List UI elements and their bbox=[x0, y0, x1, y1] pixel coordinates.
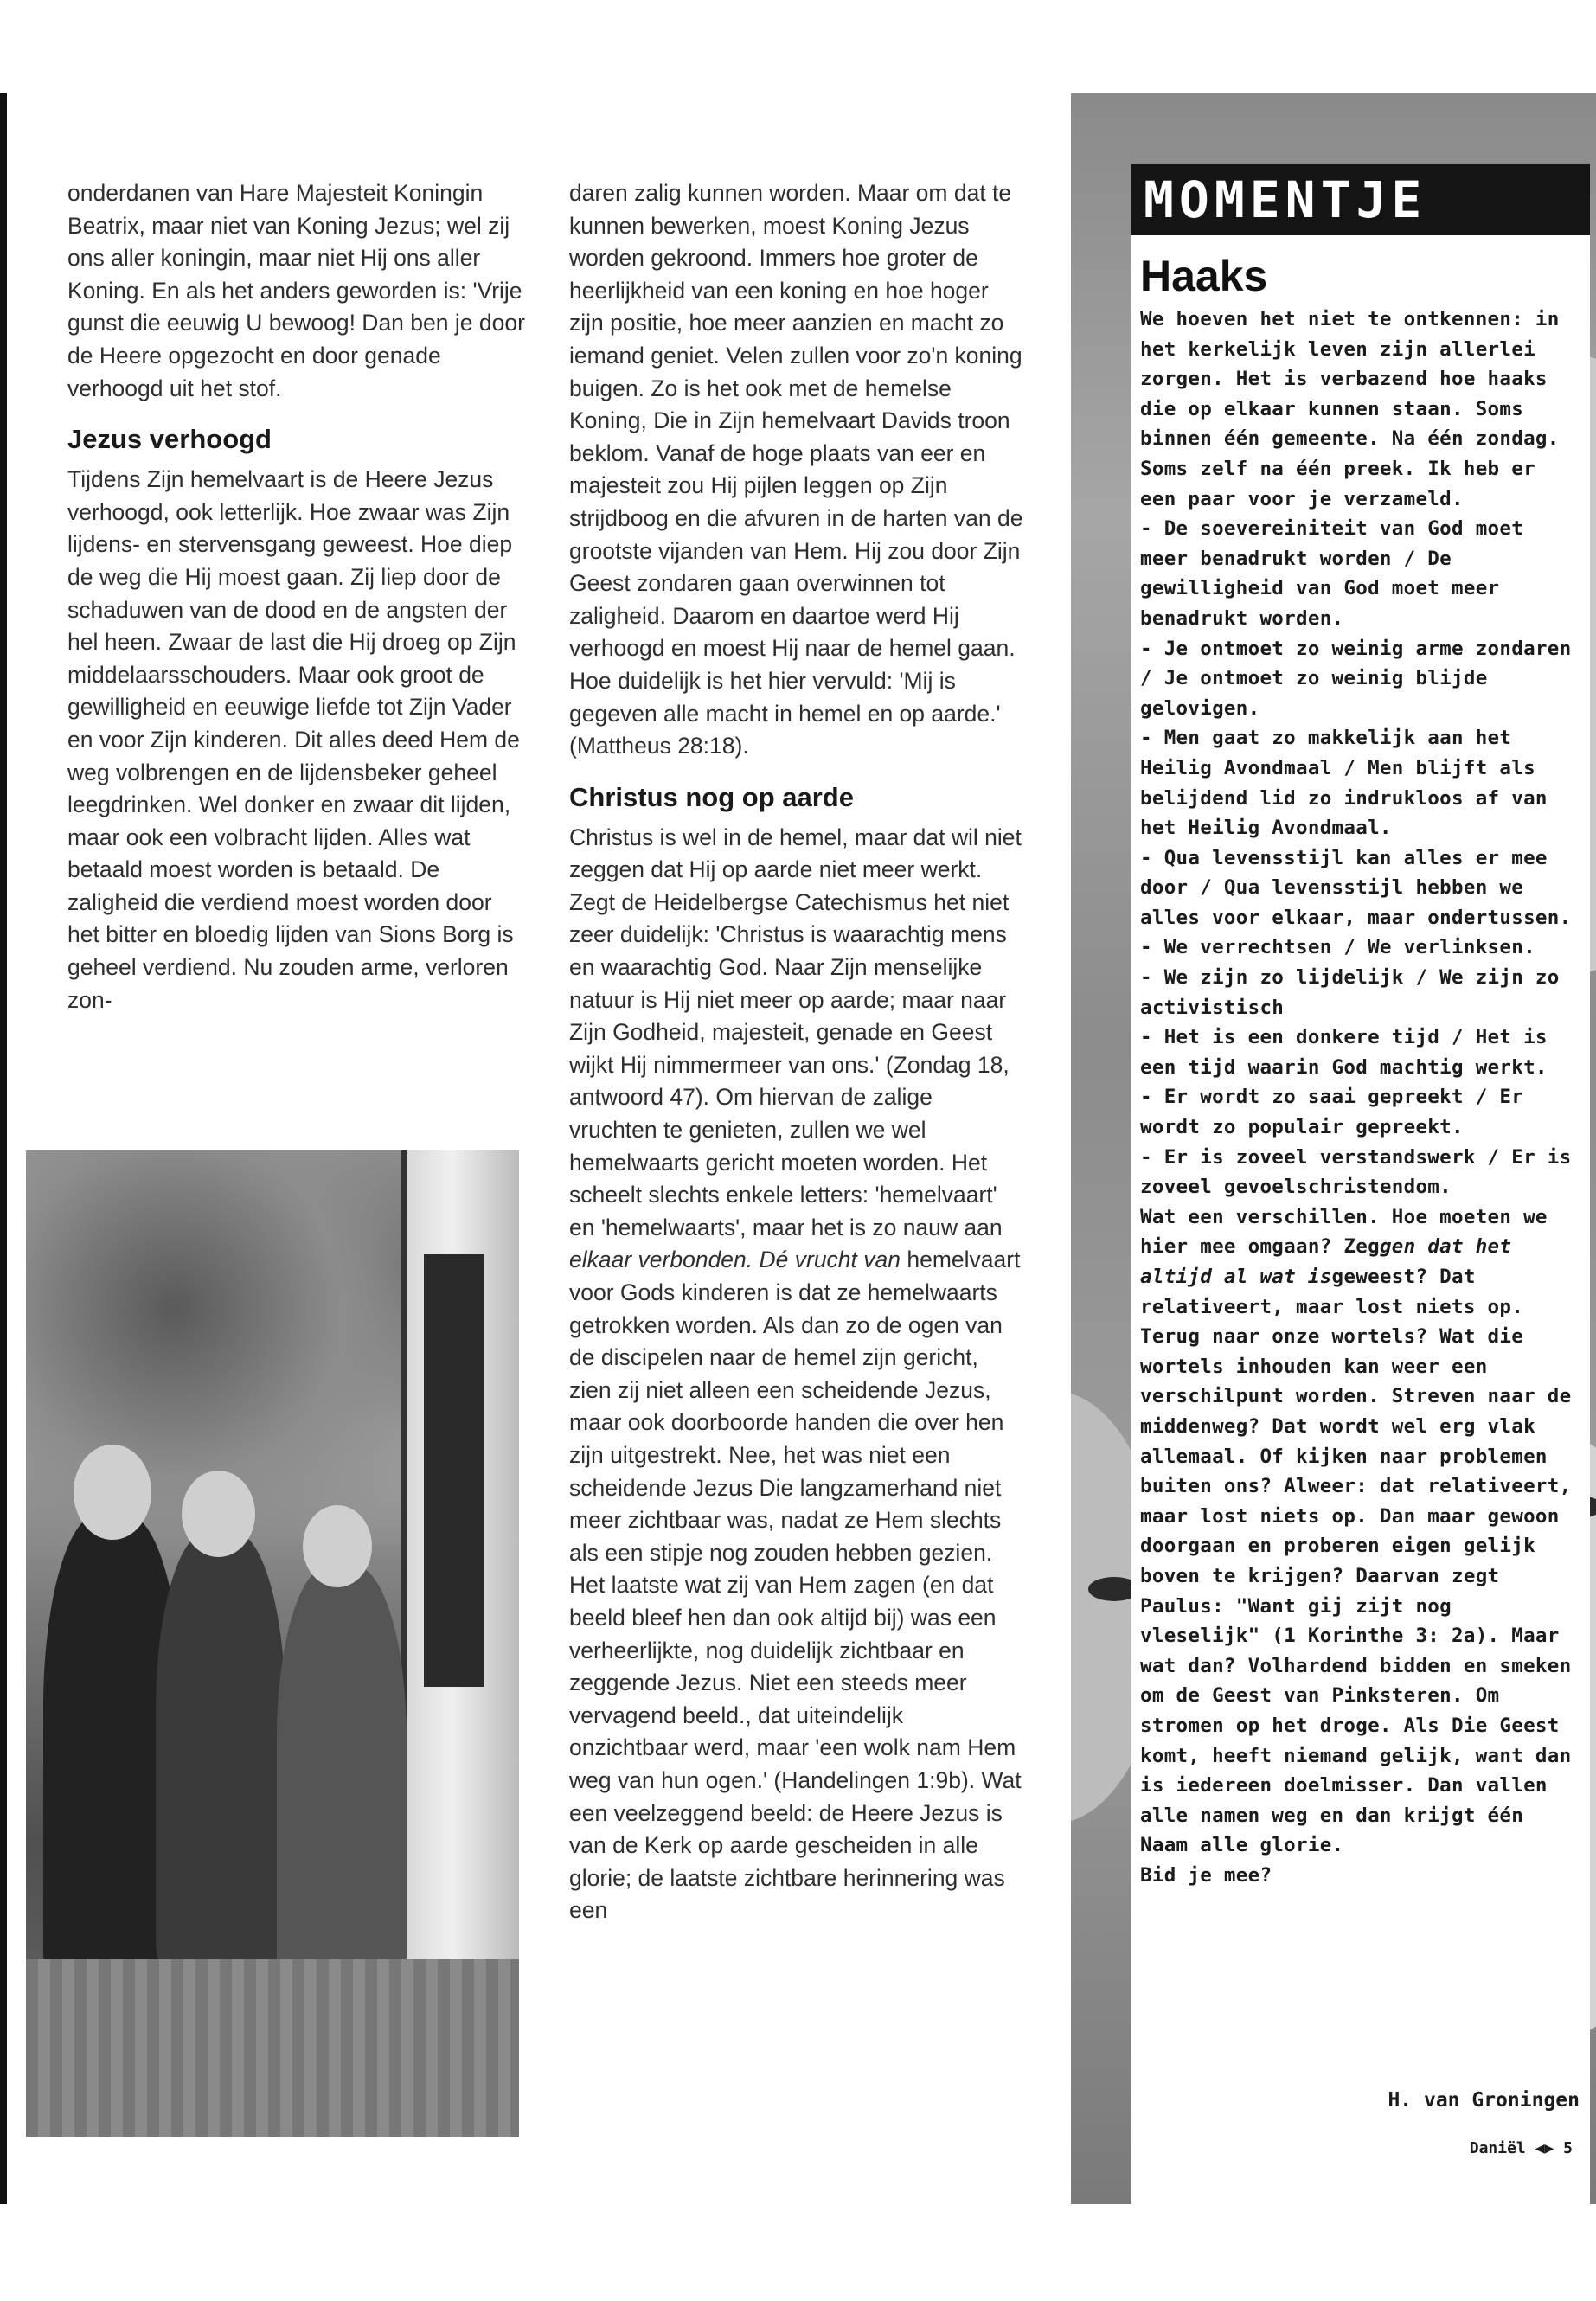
sidebar-body bbox=[1140, 304, 1583, 1890]
photo-person-head bbox=[303, 1505, 372, 1587]
column2-text: Christus is wel in de hemel, maar dat wil niet zeggen dat Hij op aarde niet meer werkt. Zegt de Heidelbergse Catechismus het niet zeer duidelijk: 'Christus is waarachtig mens en waarachtig God. Naar Zijn menselijke natuur is Hij niet meer op aarde; maar naar Zijn Godheid, majesteit, genade en Geest wijkt Hij nimmermeer van ons.' (Zondag 18, antwoord 47). Om hiervan de zalige vruchten te genieten, zullen we wel hemelwaarts gericht moeten worden. Het scheelt slechts enkele letters: 'hemelvaart' en 'hemelwaarts', maar het is zo nauw aan bbox=[569, 824, 1022, 1240]
photo-person-head bbox=[74, 1445, 151, 1540]
sidebar-item: - We verrechtsen / We verlinksen. bbox=[1140, 936, 1535, 959]
magazine-name: Daniël bbox=[1469, 2139, 1526, 2157]
sidebar-closing-text: geweest? Dat relativeert, maar lost niets op. Terug naar onze wortels? Wat die wortels inhouden kan weer een verschilpunt worden. Streven naar de middenweg? Dat wordt wel erg vlak allemaal. Of kijken naar problemen buiten ons? Alweer: dat relativeert, maar lost niets op. Dan maar gewoon doorgaan en proberen eigen gelijk boven te krijgen? Daarvan zegt Paulus: "Want gij zijt nog vleselijk" (1 Korinthe 3: 2a). Maar wat dan? Volhardend bidden en smeken om de Geest van Pinksteren. Om stromen op het droge. Als Die Geest komt, heeft niemand gelijk, want dan is iedereen doelmisser. Dan vallen alle namen weg en dan krijgt één Naam alle glorie. bbox=[1140, 1266, 1572, 1857]
photo-person-head bbox=[182, 1471, 255, 1557]
crowd-photo bbox=[26, 1150, 519, 2137]
sidebar-closing bbox=[1140, 1202, 1583, 1861]
photo-bus-door bbox=[424, 1254, 484, 1687]
sidebar-intro: We hoeven het niet te ontkennen: in het kerkelijk leven zijn allerlei zorgen. Het is verbazend hoe haaks die op elkaar kunnen staan. Soms binnen één gemeente. Na één zondag. Soms zelf na één preek. Ik heb er een paar voor je verzameld. bbox=[1140, 308, 1560, 510]
momentje-sidebar bbox=[1131, 164, 1590, 2206]
sidebar-question: Bid je mee? bbox=[1140, 1863, 1272, 1887]
sidebar-item: - Er wordt zo saai gepreekt / Er wordt zo populair gepreekt. bbox=[1140, 1086, 1524, 1139]
sidebar-author: H. van Groningen bbox=[1388, 2089, 1580, 2112]
heading-christus-nog-op-aarde: Christus nog op aarde bbox=[569, 781, 854, 812]
footer-arrow-icon: ◀▶ bbox=[1535, 2139, 1554, 2157]
sidebar-item: - Je ontmoet zo weinig arme zondaren / Je ontmoet zo weinig blijde gelovigen. bbox=[1140, 637, 1572, 720]
sidebar-item: - We zijn zo lijdelijk / We zijn zo activistisch bbox=[1140, 966, 1560, 1019]
sidebar-item: - Er is zoveel verstandswerk / Er is zoveel gevoelschristendom. bbox=[1140, 1145, 1572, 1199]
photo-person bbox=[277, 1566, 407, 1998]
sidebar-item: - Het is een donkere tijd / Het is een tijd waarin God machtig werkt. bbox=[1140, 1026, 1548, 1079]
column1-paragraph-2: Tijdens Zijn hemelvaart is de Heere Jezus verhoogd, ook letterlijk. Hoe zwaar was Zijn lijdens- en stervensgang geweest. Hoe diep de weg die Hij moest gaan. Zij liep door de schaduwen van de dood en de angsten der hel heen. Zwaar de last die Hij droeg op Zijn middelaarsschouders. Maar ook groot de gewilligheid en eeuwige liefde tot Zijn Vader en voor Zijn kinderen. Dit alles deed Hem de weg volbrengen en de lijdensbeker geheel leegdrinken. Wel donker en zwaar dit lijden, maar ook een volbracht lijden. Alles wat betaald moest worden is betaald. De zaligheid die verdiend moest worden door het bitter en bloedig lijden van Sions Borg is geheel verdiend. Nu zouden arme, verloren zon- bbox=[67, 466, 520, 1013]
photo-person bbox=[156, 1531, 285, 1981]
heading-jezus-verhoogd: Jezus verhoogd bbox=[67, 424, 272, 455]
page-footer bbox=[1470, 2139, 1573, 2157]
article-column-2 bbox=[569, 177, 1023, 1927]
sidebar-item: - De soevereiniteit van God moet meer benadrukt worden / De gewilligheid van God moet meer benadrukt worden. bbox=[1140, 517, 1524, 630]
sidebar-item: - Qua levensstijl kan alles er mee door / Qua levensstijl hebben we alles voor elkaar, maar ondertussen. bbox=[1140, 846, 1572, 929]
momentje-banner: MOMENTJE bbox=[1131, 164, 1590, 235]
page-edge-bar bbox=[0, 93, 7, 2204]
sidebar-title: Haaks bbox=[1140, 252, 1268, 300]
column2-text: hemelvaart voor Gods kinderen is dat ze hemelwaarts getrokken worden. Als dan zo de ogen van de discipelen naar de hemel zijn gericht, zien zij niet alleen een scheidende Jezus, maar ook doorboorde handen die over hen zijn uitgestrekt. Nee, het was niet een scheidende Jezus Die langzamerhand niet meer zichtbaar was, nadat ze Hem slechts als een stipje nog zouden hebben gezien. Het laatste wat zij van Hem zagen (en dat beeld bleef hen dan ook altijd bij) was een verheerlijkte, nog duidelijk zichtbaar en zeggende Jezus. Niet een steeds meer vervagend beeld., dat uiteindelijk onzichtbaar werd, maar 'een wolk nam Hem weg van hun ogen.' (Handelingen 1:9b). Wat een veelzeggend beeld: de Heere Jezus is van de Kerk op aarde gescheiden in alle glorie; de laatste zichtbare herinnering was een bbox=[569, 1247, 1022, 1924]
sidebar-item: - Men gaat zo makkelijk aan het Heilig Avondmaal / Men blijft als belijdend lid zo indrukloos af van het Heilig Avondmaal. bbox=[1140, 727, 1548, 840]
sidebar-closing-text: Wat een verschillen. Hoe moeten we hier mee omgaan? Zeg bbox=[1140, 1205, 1548, 1259]
photo-pavement bbox=[26, 1959, 519, 2137]
article-column-1 bbox=[67, 177, 526, 1016]
column1-paragraph-1: onderdanen van Hare Majesteit Koningin Beatrix, maar niet van Koning Jezus; wel zij ons aller koningin, maar niet Hij ons aller Koning. En als het anders geworden is: 'Vrije gunst die eeuwig U bewoog! Dan ben je door de Heere opgezocht en door genade verhoogd uit het stof. bbox=[67, 180, 525, 401]
column2-paragraph-1: daren zalig kunnen worden. Maar om dat te kunnen bewerken, moest Koning Jezus worden gekroond. Immers hoe groter de heerlijkheid van een koning en hoe hoger zijn positie, hoe meer aanzien en macht zo iemand geniet. Velen zullen voor zo'n koning buigen. Zo is het ook met de hemelse Koning, Die in Zijn hemelvaart Davids troon beklom. Vanaf de hoge plaats van eer en majesteit zou Hij pijlen leggen op Zijn strijdboog en die afvuren in de harten van de grootste vijanden van Hem. Hij zou door Zijn Geest zondaren gaan overwinnen tot zaligheid. Daarom en daartoe werd Hij verhoogd en moest Hij naar de hemel gaan. Hoe duidelijk is het hier vervuld: 'Mij is gegeven alle macht in hemel en op aarde.' (Mattheus 28:18). bbox=[569, 180, 1023, 760]
sidebar-closing-italic: gen dat het altijd al wat is bbox=[1140, 1235, 1512, 1288]
column2-paragraph-2 bbox=[569, 822, 1023, 1927]
page-number: 5 bbox=[1563, 2139, 1573, 2157]
column2-italic-text: elkaar verbonden. Dé vrucht van bbox=[569, 1247, 901, 1273]
